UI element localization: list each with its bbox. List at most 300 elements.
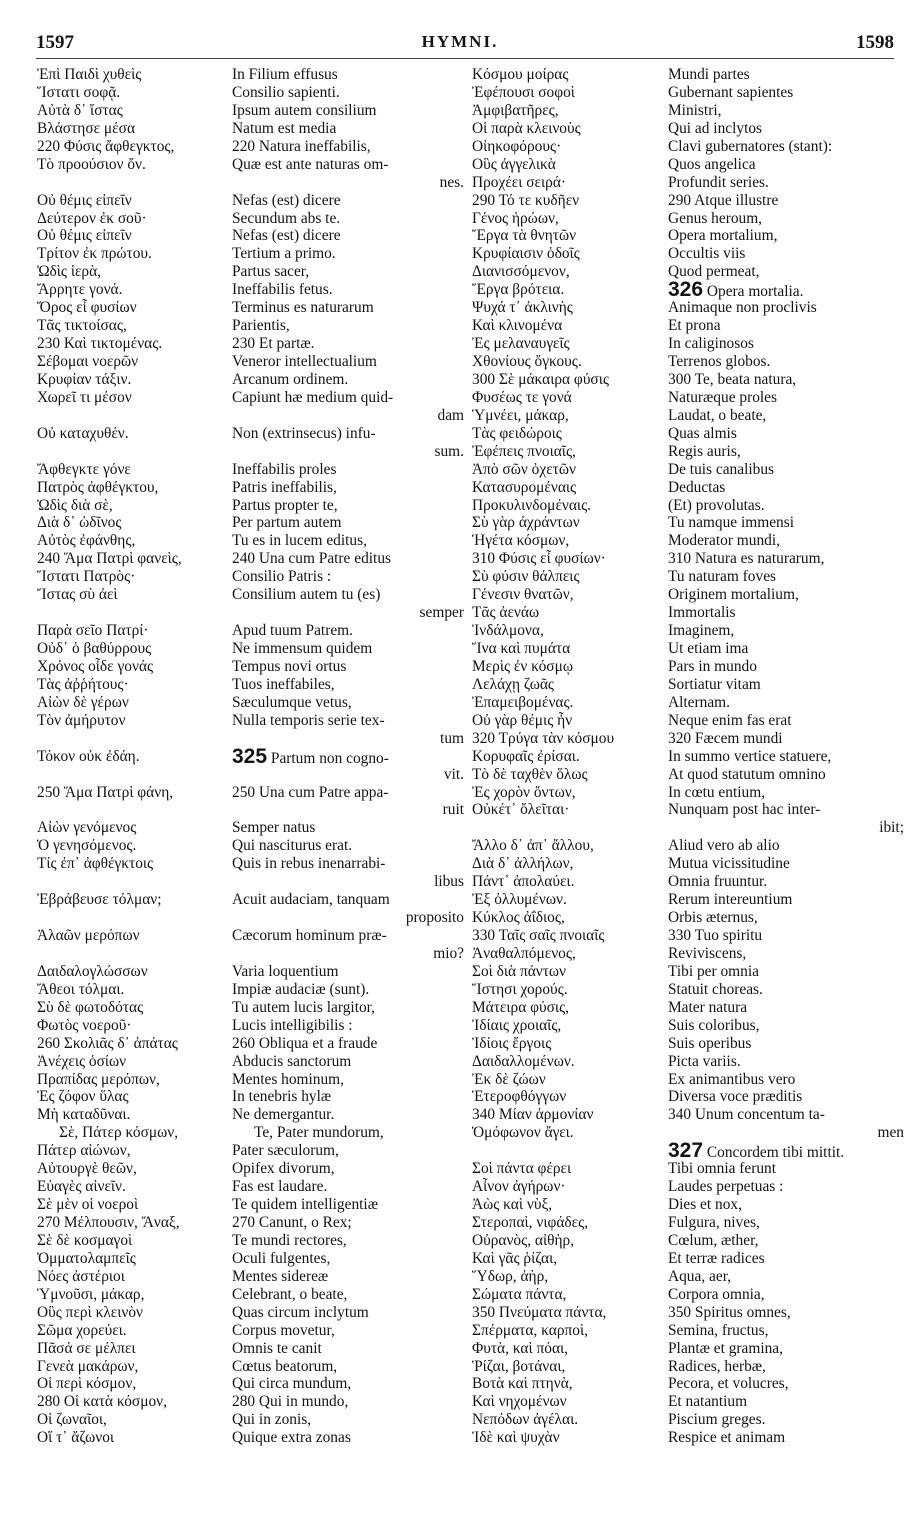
- latin-left-line: mio?: [433, 944, 464, 962]
- greek-left-line: Αὐτὸς ἐφάνθης,: [37, 532, 136, 550]
- greek-right-line: Ἐξ ὀλλυμένων.: [472, 891, 567, 909]
- greek-right-line: 290 Τό τε κυδῆεν: [472, 191, 580, 209]
- greek-left-line: Οὐ θέμις εἰπεῖν: [37, 227, 132, 245]
- greek-right-line: Καὶ νηχομένων: [472, 1393, 567, 1411]
- latin-left-line: Acuit audaciam, tanquam: [232, 891, 390, 909]
- greek-right-line: Γένος ἡρώων,: [472, 209, 559, 227]
- latin-right-line: Occultis viis: [668, 245, 746, 263]
- latin-left-line: Tu autem lucis largitor,: [232, 998, 376, 1016]
- latin-right-line: 330 Tuo spiritu: [668, 927, 763, 944]
- greek-right-line: Ἐς χορὸν ὄντων,: [472, 783, 576, 801]
- latin-left-line: Pater sæculorum,: [232, 1142, 339, 1160]
- greek-left-line: Σὲ μὲν οἱ νοεροὶ: [37, 1196, 139, 1214]
- latin-right-line: Regis auris,: [668, 442, 741, 460]
- latin-right-line: Alternam.: [668, 693, 730, 711]
- greek-right-line: Τὰς φειδώροις: [472, 424, 562, 442]
- latin-right-line: Diversa voce præditis: [668, 1088, 803, 1106]
- latin-left-line: Capiunt hæ medium quid-: [232, 388, 394, 406]
- latin-right-line: Tu naturam foves: [668, 568, 777, 586]
- greek-right-line: Ἐς μελαναυγεῖς: [472, 335, 570, 353]
- latin-left-line: Consilium autem tu (es): [232, 586, 381, 604]
- greek-left-line: [37, 909, 225, 927]
- latin-left-line: sum.: [434, 442, 464, 460]
- greek-right-line: Σοὶ διὰ πάντων: [472, 962, 567, 980]
- greek-right-line: Ἐφέπουσι σοφοὶ: [472, 83, 575, 101]
- latin-left-line: Te, Pater mundorum,: [254, 1124, 384, 1142]
- latin-left-line: Apud tuum Patrem.: [232, 622, 353, 640]
- greek-right-line: [472, 1142, 664, 1160]
- greek-left-line: Τρίτον ἐκ πρώτου.: [37, 245, 152, 263]
- greek-left-line: Αἰὼν δὲ γέρων: [37, 693, 129, 711]
- latin-right-line: Laudes perpetuas :: [668, 1178, 784, 1196]
- latin-right-line: Piscium greges.: [668, 1411, 766, 1429]
- greek-left-line: Γενεὰ μακάρων,: [37, 1357, 139, 1375]
- greek-left-line: Δαιδαλογλώσσων: [37, 962, 148, 980]
- section-number: 325: [232, 744, 268, 768]
- latin-left-line: ruit: [442, 801, 464, 819]
- greek-left-line: 240 Ἅμα Πατρὶ φανεὶς,: [37, 550, 182, 568]
- latin-left-line: Consilio Patris :: [232, 568, 332, 586]
- latin-left-line: Ineffabilis fetus.: [232, 281, 333, 299]
- latin-left-line: Te mundi rectores,: [232, 1231, 347, 1249]
- greek-left-line: Τὸ προούσιον ὄν.: [37, 155, 146, 173]
- greek-right-line: Καὶ κλινομένα: [472, 317, 563, 335]
- latin-left-line: nes.: [439, 173, 464, 191]
- latin-left-line: In tenebris hylæ: [232, 1088, 332, 1106]
- latin-right-line: Rerum intereuntium: [668, 891, 793, 909]
- latin-right-line: Ministri,: [668, 101, 722, 119]
- greek-left-line: Ἀνέχεις ὁσίων: [37, 1052, 127, 1070]
- greek-right-line: Ῥίζαι, βοτάναι,: [472, 1357, 566, 1375]
- greek-left-line: Ἀλαῶν μερόπων: [37, 927, 140, 944]
- latin-left-line: 240 Una cum Patre editus: [232, 550, 392, 568]
- latin-right-line: Suis coloribus,: [668, 1016, 760, 1034]
- greek-left-line: Ἵστατι σοφᾷ.: [37, 83, 121, 101]
- latin-right-line: 340 Unum concentum ta-: [668, 1106, 825, 1124]
- greek-left-line: [37, 174, 225, 192]
- greek-left-line: Πραπίδας μερόπων,: [37, 1070, 160, 1088]
- latin-left-line: Lucis intelligibilis :: [232, 1016, 353, 1034]
- latin-right-line: 327 Concordem tibi mittit.: [668, 1139, 845, 1163]
- greek-right-line: Ἰδὲ καὶ ψυχὰν: [472, 1429, 560, 1447]
- latin-left-line: Consilio sapienti.: [232, 83, 340, 101]
- latin-right-line: At quod statutum omnino: [668, 765, 826, 783]
- greek-left-line: Πᾶσά σε μέλπει: [37, 1339, 136, 1357]
- latin-right-line: (Et) provolutas.: [668, 496, 765, 514]
- greek-right-line: Σὺ φύσιν θάλπεις: [472, 568, 580, 586]
- latin-left-line: Tuos ineffabiles,: [232, 675, 335, 693]
- latin-left-line: dam: [437, 406, 464, 424]
- latin-right-line: Semina, fructus,: [668, 1321, 769, 1339]
- latin-left-line: Te quidem intelligentiæ: [232, 1196, 378, 1214]
- latin-left-line: vit.: [443, 765, 464, 783]
- greek-right-line: Ὑμνέει, μάκαρ,: [472, 406, 569, 424]
- greek-right-line: Ἵνα καὶ πυμάτα: [472, 640, 571, 657]
- greek-right-line: Ἀμφιβατῆρες,: [472, 101, 559, 119]
- greek-left-line: [37, 604, 225, 622]
- latin-left-line: 250 Una cum Patre appa-: [232, 783, 389, 801]
- latin-left-line: Per partum autem: [232, 514, 342, 532]
- greek-left-line: Διὰ δ᾽ ὠδῖνος: [37, 514, 122, 532]
- latin-right-line: Aliud vero ab alio: [668, 837, 780, 855]
- header-rule: [36, 58, 894, 59]
- greek-right-line: Οὓς ἀγγελικὰ: [472, 155, 556, 173]
- latin-right-line: Suis operibus: [668, 1034, 752, 1052]
- greek-right-line: Οὐ γὰρ θέμις ἦν: [472, 711, 573, 729]
- latin-right-line: Sortiatur vitam: [668, 675, 761, 693]
- greek-left-line: Οὐ θέμις εἰπεῖν: [37, 191, 132, 209]
- greek-right-line: Ἐκ δὲ ζώων: [472, 1070, 546, 1088]
- latin-left-line: Celebrant, o beate,: [232, 1285, 348, 1303]
- latin-left-line: Tu es in lucem editus,: [232, 532, 367, 550]
- latin-left-line: 280 Qui in mundo,: [232, 1393, 349, 1411]
- latin-right-line: Reviviscens,: [668, 944, 747, 962]
- latin-right-line: Imaginem,: [668, 622, 735, 640]
- latin-right-line: Tibi omnia ferunt: [668, 1160, 777, 1178]
- latin-right-line: Profundit series.: [668, 173, 769, 191]
- latin-right-line: Deductas: [668, 478, 726, 496]
- latin-left-line: 270 Canunt, o Rex;: [232, 1214, 352, 1231]
- greek-right-line: Ἄλλο δ᾽ ἀπ᾽ ἄλλου,: [472, 837, 594, 855]
- latin-right-line: De tuis canalibus: [668, 460, 774, 478]
- greek-left-line: Σῶμα χορεύει.: [37, 1321, 127, 1339]
- greek-right-line: Ἀναθαλπόμενος,: [472, 944, 576, 962]
- latin-right-line: Pecora, et volucres,: [668, 1375, 789, 1393]
- greek-right-line: Οἱ παρὰ κλεινοὺς: [472, 119, 581, 137]
- greek-left-line: Ὀμματολαμπεῖς: [37, 1249, 136, 1267]
- latin-right-line: Omnia fruuntur.: [668, 873, 768, 891]
- latin-left-line: 230 Et partæ.: [232, 335, 315, 353]
- latin-right-line: Et prona: [668, 317, 721, 335]
- greek-right-line: Κύκλος ἀΐδιος,: [472, 909, 565, 927]
- greek-left-line: Εὐαγὲς αἰνεῖν.: [37, 1178, 126, 1196]
- greek-right-line: Γένεσιν θνατῶν,: [472, 586, 574, 604]
- latin-left-line: Nulla temporis serie tex-: [232, 711, 385, 729]
- latin-left-line: Secundum abs te.: [232, 209, 341, 227]
- greek-left-line: [37, 801, 225, 819]
- greek-left-line: Ἄφθεγκτε γόνε: [37, 460, 131, 478]
- latin-left-line: Ne demergantur.: [232, 1106, 335, 1124]
- greek-right-line: Οὐκέτ᾽ ὄλεῖται·: [472, 801, 570, 819]
- latin-right-line: Genus heroum,: [668, 209, 763, 227]
- greek-left-line: 280 Οἱ κατὰ κόσμον,: [37, 1393, 167, 1411]
- greek-right-line: Ἀὼς καὶ νὺξ,: [472, 1196, 553, 1214]
- greek-right-line: Διανισσόμενον,: [472, 263, 570, 281]
- page-number-right: 1598: [856, 32, 894, 53]
- greek-right-line: Ἐφέπεις πνοιαῖς,: [472, 442, 576, 460]
- greek-column-left: [37, 66, 225, 1447]
- greek-right-line: Μάτειρα φύσις,: [472, 998, 570, 1016]
- greek-right-line: [472, 819, 664, 837]
- greek-left-line: Δεύτερον ἐκ σοῦ·: [37, 209, 147, 227]
- greek-left-line: Αὐτὰ δ᾽ ἴστας: [37, 101, 123, 119]
- latin-right-line: Aqua, aer,: [668, 1267, 732, 1285]
- greek-left-line: Μὴ καταδῦναι.: [37, 1106, 131, 1124]
- latin-right-line: Dies et nox,: [668, 1196, 742, 1214]
- latin-left-line: In Filium effusus: [232, 66, 338, 83]
- greek-left-line: Παρὰ σεῖο Πατρί·: [37, 622, 149, 640]
- latin-left-line: Ipsum autem consilium: [232, 101, 377, 119]
- greek-left-line: Αὐτουργὲ θεῶν,: [37, 1160, 137, 1178]
- latin-right-line: Moderator mundi,: [668, 532, 780, 550]
- latin-left-line: Semper natus: [232, 819, 316, 837]
- greek-left-line: Τᾶς τικτοίσας,: [37, 317, 127, 335]
- latin-right-line: men: [877, 1124, 904, 1142]
- latin-left-line: Mentes hominum,: [232, 1070, 345, 1088]
- latin-right-line: Orbis æternus,: [668, 909, 758, 927]
- greek-left-line: 230 Καὶ τικτομένας.: [37, 335, 163, 353]
- greek-left-line: Ἐπὶ Παιδὶ χυθεὶς: [37, 66, 142, 83]
- latin-left-line: proposito: [405, 909, 464, 927]
- greek-right-line: Ὁμόφωνον ἄγει.: [472, 1124, 574, 1142]
- latin-left-line: Veneror intellectualium: [232, 353, 377, 370]
- greek-right-line: 310 Φύσις εἶ φυσίων·: [472, 550, 606, 568]
- greek-right-line: Ὕδωρ, ἀὴρ,: [472, 1267, 549, 1285]
- latin-right-line: Ex animantibus vero: [668, 1070, 796, 1088]
- greek-left-line: [37, 945, 225, 963]
- latin-right-line: Mater natura: [668, 998, 748, 1016]
- greek-left-line: Οἱ ζωναῖοι,: [37, 1411, 107, 1429]
- greek-right-line: Τᾶς ἀενάω: [472, 604, 540, 622]
- latin-left-line: Nefas (est) dicere: [232, 227, 341, 245]
- latin-left-line: Partus sacer,: [232, 263, 310, 281]
- latin-right-line: Respice et animam: [668, 1429, 786, 1447]
- latin-left-line: Nefas (est) dicere: [232, 191, 341, 209]
- greek-right-line: Οἰηκοφόρους·: [472, 137, 562, 155]
- greek-left-line: Τὸν ἀμήρυτον: [37, 711, 126, 729]
- latin-right-line: Quos angelica: [668, 155, 756, 173]
- latin-left-line: Qui in zonis,: [232, 1411, 312, 1429]
- latin-column-left: [232, 66, 464, 1447]
- greek-left-line: Αἰὼν γενόμενος: [37, 819, 137, 837]
- greek-left-line: Χρόνος οἶδε γονάς: [37, 657, 154, 675]
- greek-right-line: Προκυλινδομέναις.: [472, 496, 592, 514]
- latin-right-line: Nunquam post hac inter-: [668, 801, 821, 819]
- latin-left-line: Quas circum inclytum: [232, 1303, 369, 1321]
- latin-left-line: Corpus movetur,: [232, 1321, 335, 1339]
- greek-right-line: Χθονίους ὄγκους.: [472, 353, 582, 370]
- latin-right-line: In caliginosos: [668, 335, 754, 353]
- greek-right-line: Ἔργα τὰ θνητῶν: [472, 227, 577, 245]
- latin-left-line: Patris ineffabilis,: [232, 478, 337, 496]
- latin-right-line: 310 Natura es naturarum,: [668, 550, 825, 568]
- latin-left-line: Abducis sanctorum: [232, 1052, 352, 1070]
- greek-left-line: Οὐ καταχυθέν.: [37, 424, 129, 442]
- greek-right-line: 320 Τρύγα τὰν κόσμου: [472, 729, 615, 747]
- latin-column-right: [668, 66, 904, 1447]
- greek-left-line: Βλάστησε μέσα: [37, 119, 136, 137]
- greek-right-line: Ψυχά τ᾽ ἀκλινὴς: [472, 299, 573, 317]
- greek-right-line: Σπέρματα, καρποὶ,: [472, 1321, 588, 1339]
- greek-right-line: Προχέει σειρά·: [472, 173, 567, 191]
- greek-right-line: Πάντ᾽ ἀπολαύει.: [472, 873, 575, 891]
- greek-right-line: 330 Ταῖς σαῖς πνοιαῖς: [472, 927, 605, 944]
- greek-right-line: Ἰδίαις χροιαῖς,: [472, 1016, 562, 1034]
- greek-right-line: Κορυφαῖς ἐρίσαι.: [472, 747, 580, 765]
- greek-left-line: Ὠδὶς ἱερὰ,: [37, 263, 102, 281]
- greek-right-line: Φυτὰ, καὶ πόαι,: [472, 1339, 569, 1357]
- latin-left-line: Arcanum ordinem.: [232, 370, 349, 388]
- greek-left-line: Ἄρρητε γονά.: [37, 281, 123, 299]
- latin-right-line: 326 Opera mortalia.: [668, 278, 804, 302]
- greek-left-line: [37, 407, 225, 425]
- greek-left-line: Ἐς ζόφον ὕλας: [37, 1088, 129, 1106]
- latin-right-line: Animaque non proclivis: [668, 299, 817, 317]
- greek-left-line: Σὲ, Πάτερ κόσμων,: [59, 1124, 179, 1142]
- latin-right-line: Et terræ radices: [668, 1249, 765, 1267]
- greek-left-line: Τόκον οὐκ ἐδάη.: [37, 747, 140, 765]
- greek-right-line: Κόσμου μοίρας: [472, 66, 569, 83]
- greek-left-line: [37, 730, 225, 748]
- latin-left-line: Ne immensum quidem: [232, 640, 373, 657]
- greek-left-line: Τίς ἐπ᾽ ἀφθέγκτοις: [37, 855, 154, 873]
- latin-right-line: Naturæque proles: [668, 388, 777, 406]
- greek-left-line: Ὅρος εἶ φυσίων: [37, 299, 137, 317]
- greek-right-line: Λελάχῃ ζωᾶς: [472, 675, 554, 693]
- greek-right-line: Βοτὰ καὶ πτηνὰ,: [472, 1375, 573, 1393]
- greek-left-line: Ὠδὶς διὰ σὲ,: [37, 496, 113, 514]
- latin-right-line: Plantæ et gramina,: [668, 1339, 783, 1357]
- latin-left-line: semper: [419, 604, 464, 622]
- latin-right-line: Cœlum, æther,: [668, 1231, 759, 1249]
- greek-right-line: Σώματα πάντα,: [472, 1285, 567, 1303]
- latin-left-line: libus: [434, 873, 464, 891]
- greek-right-line: Τὸ δὲ ταχθὲν ὅλως: [472, 765, 588, 783]
- greek-left-line: Οὐδ᾽ ὁ βαθύρρους: [37, 640, 152, 657]
- latin-right-line: Clavi gubernatores (stant):: [668, 137, 833, 155]
- greek-right-line: Διὰ δ᾽ ἀλλήλων,: [472, 855, 574, 873]
- greek-left-line: Οἵ τ᾽ ἄζωνοι: [37, 1429, 115, 1447]
- greek-left-line: Ὁ γενησόμενος.: [37, 837, 137, 855]
- latin-left-line: Qui circa mundum,: [232, 1375, 352, 1393]
- greek-right-line: 300 Σὲ μάκαιρα φύσις: [472, 370, 609, 388]
- latin-left-line: Tempus novi ortus: [232, 657, 347, 675]
- greek-right-line: Αἶνον ἀγήρων·: [472, 1178, 566, 1196]
- greek-right-line: Μερὶς ἐν κόσμῳ: [472, 657, 573, 675]
- section-number: 327: [668, 1139, 704, 1163]
- greek-right-line: Ἀπὸ σῶν ὀχετῶν: [472, 460, 576, 478]
- latin-right-line: Corpora omnia,: [668, 1285, 765, 1303]
- greek-left-line: 220 Φύσις ἄφθεγκτος,: [37, 137, 175, 155]
- latin-right-line: Originem mortalium,: [668, 586, 799, 604]
- greek-left-line: Σὺ δὲ φωτοδότας: [37, 998, 144, 1016]
- greek-left-line: Κρυφίαν τάξιν.: [37, 370, 132, 388]
- page-number-left: 1597: [36, 32, 74, 53]
- latin-right-line: Mundi partes: [668, 66, 750, 83]
- latin-right-line: 320 Fæcem mundi: [668, 729, 783, 747]
- latin-right-line: Fulgura, nives,: [668, 1214, 760, 1231]
- section-number: 326: [668, 278, 704, 302]
- greek-left-line: Ἴστας σὺ ἀεὶ: [37, 586, 118, 604]
- latin-left-line: Cæcorum hominum præ-: [232, 927, 387, 944]
- greek-right-line: Ἰνδάλμονα,: [472, 622, 544, 640]
- latin-right-line: 290 Atque illustre: [668, 191, 779, 209]
- greek-left-line: Φωτὸς νοεροῦ·: [37, 1016, 132, 1034]
- greek-left-line: Χωρεῖ τι μέσον: [37, 388, 132, 406]
- latin-left-line: 260 Obliqua et a fraude: [232, 1034, 378, 1052]
- latin-right-line: Radices, herbæ,: [668, 1357, 766, 1375]
- latin-left-line: 220 Natura ineffabilis,: [232, 137, 371, 155]
- greek-left-line: Πάτερ αἰώνων,: [37, 1142, 131, 1160]
- greek-column-right: [472, 66, 664, 1447]
- latin-right-line: Immortalis: [668, 604, 736, 622]
- latin-left-line: Cœtus beatorum,: [232, 1357, 338, 1375]
- latin-left-line: Opifex divorum,: [232, 1160, 335, 1178]
- running-title: HYMNI.: [421, 32, 499, 51]
- greek-right-line: Φυσέως τε γονά: [472, 388, 572, 406]
- greek-left-line: 270 Μέλπουσιν, Ἄναξ,: [37, 1214, 180, 1231]
- greek-right-line: Ἵστησι χορούς.: [472, 980, 568, 998]
- latin-left-line: Natum est media: [232, 119, 337, 137]
- latin-right-line: Picta variis.: [668, 1052, 741, 1070]
- greek-left-line: Οἱ περὶ κόσμον,: [37, 1375, 137, 1393]
- latin-left-line: Parientis,: [232, 317, 290, 335]
- latin-right-line: Statuit choreas.: [668, 980, 763, 998]
- greek-left-line: Οὓς περὶ κλεινὸν: [37, 1303, 144, 1321]
- latin-left-line: Fas est laudare.: [232, 1178, 328, 1196]
- greek-left-line: Σὲ δὲ κοσμαγοὶ: [37, 1231, 133, 1249]
- latin-left-line: Mentes sidereæ: [232, 1267, 329, 1285]
- greek-right-line: 350 Πνεύματα πάντα,: [472, 1303, 607, 1321]
- greek-left-line: [37, 443, 225, 461]
- latin-left-line: Quique extra zonas: [232, 1429, 351, 1447]
- latin-left-line: Omnis te canit: [232, 1339, 322, 1357]
- latin-right-line: Neque enim fas erat: [668, 711, 792, 729]
- latin-right-line: Tibi per omnia: [668, 962, 759, 980]
- greek-right-line: Σοὶ πάντα φέρει: [472, 1160, 572, 1178]
- latin-right-line: Terrenos globos.: [668, 353, 771, 370]
- greek-right-line: Κατασυρομέναις: [472, 478, 577, 496]
- latin-left-line: Non (extrinsecus) infu-: [232, 424, 376, 442]
- latin-left-line: Tertium a primo.: [232, 245, 336, 263]
- greek-right-line: Ἑτεροφθόγγων: [472, 1088, 567, 1106]
- greek-right-line: Κρυφίαισιν ὁδοῖς: [472, 245, 580, 263]
- greek-left-line: 250 Ἅμα Πατρὶ φάνη,: [37, 783, 174, 801]
- greek-right-line: Ἔργα βρότεια.: [472, 281, 565, 299]
- latin-right-line: Opera mortalium,: [668, 227, 778, 245]
- greek-right-line: Νεπόδων ἀγέλαι.: [472, 1411, 579, 1429]
- greek-left-line: Ἄθεοι τόλμαι.: [37, 980, 125, 998]
- latin-left-line: Sæculumque vetus,: [232, 693, 352, 711]
- latin-left-line: Terminus es naturarum: [232, 299, 374, 317]
- latin-right-line: Gubernant sapientes: [668, 83, 794, 101]
- latin-left-line: Oculi fulgentes,: [232, 1249, 331, 1267]
- greek-left-line: Ὑμνοῦσι, μάκαρ,: [37, 1285, 145, 1303]
- greek-right-line: Ἐπαμειβομένας.: [472, 693, 574, 711]
- latin-right-line: Tu namque immensi: [668, 514, 794, 532]
- latin-left-line: Quis in rebus inenarrabi-: [232, 855, 386, 873]
- greek-left-line: Σέβομαι νοερῶν: [37, 353, 139, 370]
- latin-right-line: ibit;: [879, 819, 904, 837]
- greek-right-line: 340 Μίαν ἁρμονίαν: [472, 1106, 594, 1124]
- greek-left-line: Πατρὸς ἀφθέγκτου,: [37, 478, 159, 496]
- latin-left-line: Varia loquentium: [232, 962, 339, 980]
- greek-left-line: Ἐβράβευσε τόλμαν;: [37, 891, 162, 909]
- greek-left-line: Νόες ἀστέριοι: [37, 1267, 125, 1285]
- latin-left-line: 325 Partum non cogno-: [232, 744, 389, 768]
- latin-right-line: In cœtu entium,: [668, 783, 766, 801]
- latin-left-line: Ineffabilis proles: [232, 460, 337, 478]
- greek-right-line: Δαιδαλλομένων.: [472, 1052, 575, 1070]
- latin-right-line: Laudat, o beate,: [668, 406, 767, 424]
- greek-right-line: Καὶ γᾶς ῥίζαι,: [472, 1249, 558, 1267]
- latin-right-line: Qui ad inclytos: [668, 119, 763, 137]
- latin-left-line: Quæ est ante naturas om-: [232, 155, 389, 173]
- greek-right-line: Σὺ γὰρ ἀχράντων: [472, 514, 580, 532]
- greek-left-line: Ἵστατι Πατρὸς·: [37, 568, 136, 586]
- greek-left-line: Τὰς ἀῤῥήτους·: [37, 675, 129, 693]
- greek-left-line: [37, 766, 225, 784]
